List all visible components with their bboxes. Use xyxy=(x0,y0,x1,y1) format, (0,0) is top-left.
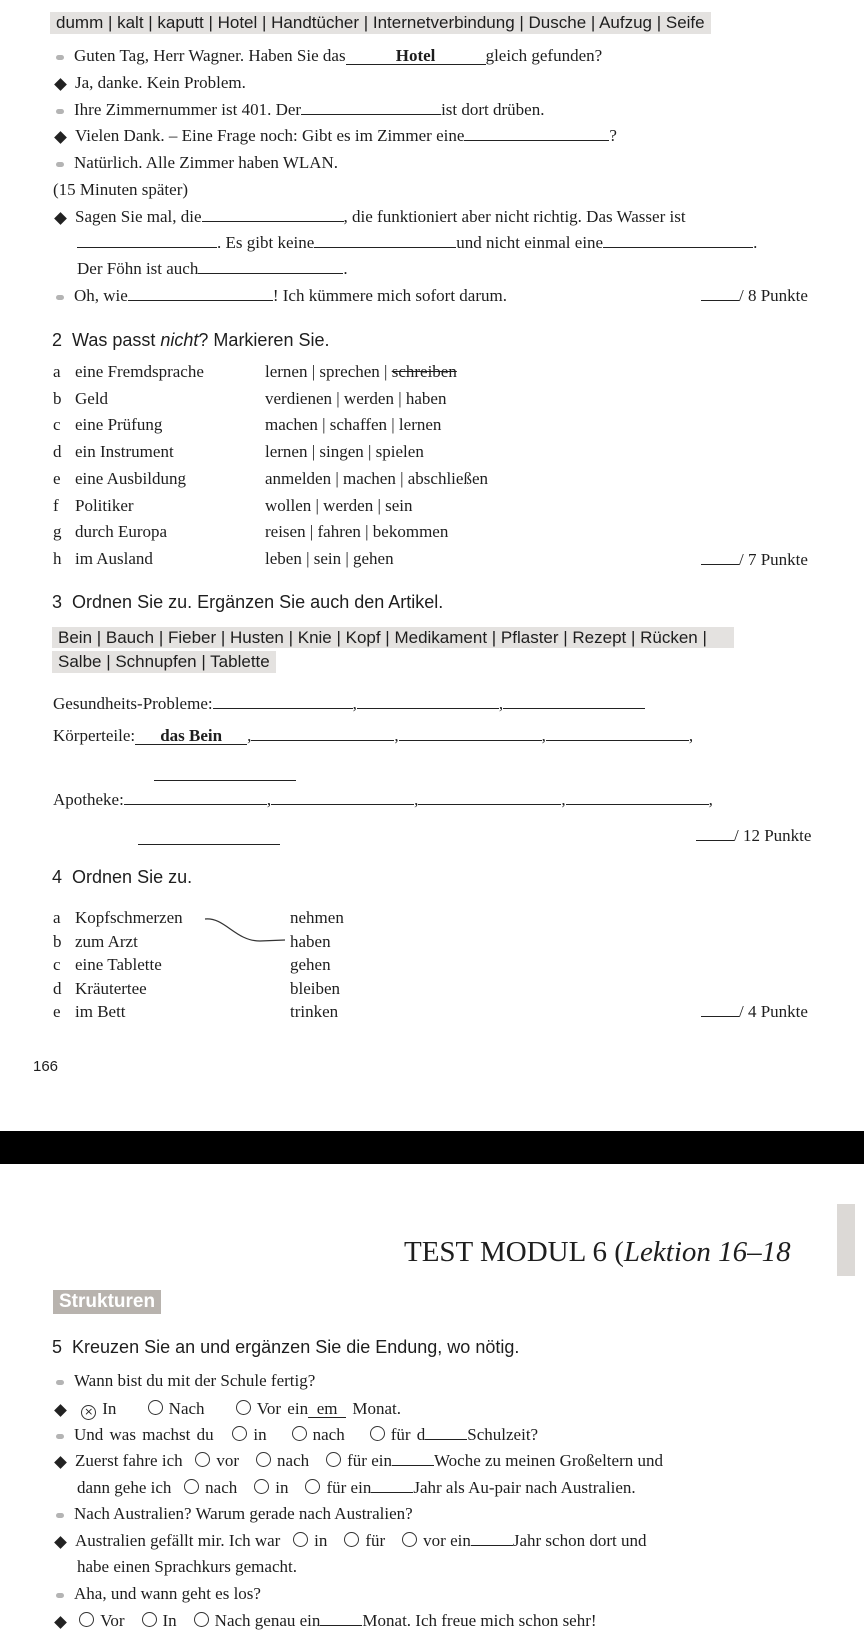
score-blank[interactable] xyxy=(696,826,734,841)
test-title: TEST MODUL 6 (Lektion 16–18 xyxy=(404,1236,791,1268)
answer-blank[interactable] xyxy=(392,1451,434,1466)
row-verbs[interactable]: anmelden | machen | abschließen xyxy=(265,468,488,488)
category-line: Apotheke: , , , , xyxy=(53,790,713,809)
row-letter: d xyxy=(53,442,62,462)
match-left[interactable]: Kräutertee xyxy=(75,978,147,998)
diamond-bullet-icon xyxy=(54,131,67,144)
struck-verb: schreiben xyxy=(391,362,457,381)
word-box: dumm | kalt | kaputt | Hotel | Handtücher | Internetverbindung | Dusche | Aufzug | Seife xyxy=(50,12,711,34)
dialog-line: Der Föhn ist auch . xyxy=(77,259,348,278)
page-separator xyxy=(0,1131,864,1164)
category-line: Körperteile: das Bein , , , , xyxy=(53,726,694,745)
dialog-line: Zuerst fahre ich vor nach für ein Woche zu meinen Großeltern und xyxy=(56,1451,663,1471)
dash-bullet-icon xyxy=(56,1434,64,1439)
dialog-line: × In Nach Vor ein em Monat. xyxy=(56,1399,401,1420)
dialog-line: Sagen Sie mal, die , die funktioniert aber nicht richtig. Das Wasser ist xyxy=(56,207,686,227)
answer-blank[interactable] xyxy=(546,726,689,741)
answer-blank[interactable] xyxy=(425,1425,467,1440)
radio-option[interactable] xyxy=(254,1479,269,1494)
word-box: Salbe | Schnupfen | Tablette xyxy=(52,651,276,673)
answer-blank[interactable] xyxy=(320,1611,362,1626)
exercise-2-row xyxy=(53,496,413,516)
dialog-line: Australien gefällt mir. Ich war in für vor ein Jahr schon dort und xyxy=(56,1531,646,1551)
row-verbs[interactable]: leben | sein | gehen xyxy=(265,548,394,568)
row-verbs[interactable]: lernen | singen | spielen xyxy=(265,442,424,462)
match-right[interactable]: gehen xyxy=(290,955,331,974)
page-number: 166 xyxy=(33,1058,59,1075)
answer-blank[interactable] xyxy=(399,726,542,741)
radio-option[interactable] xyxy=(148,1400,163,1415)
exercise-2-row xyxy=(53,442,424,462)
row-noun: Politiker xyxy=(75,495,134,515)
exercise-2-row xyxy=(53,549,394,569)
exercise-3-title: 3 Ordnen Sie zu. Ergänzen Sie auch den Artikel. xyxy=(52,592,444,612)
time-note: (15 Minuten später) xyxy=(53,180,189,199)
score-blank[interactable] xyxy=(701,1002,739,1017)
radio-option[interactable] xyxy=(79,1612,94,1627)
dialog-line: Wann bist du mit der Schule fertig? xyxy=(56,1371,315,1391)
answer-blank[interactable] xyxy=(418,790,561,805)
row-letter: d xyxy=(53,978,62,998)
matching-row xyxy=(53,955,331,975)
dialog-line: Guten Tag, Herr Wagner. Haben Sie das Hotel gleich gefunden? xyxy=(56,46,602,66)
dialog-line: Vor In Nach genau ein Monat. Ich freue mich schon sehr! xyxy=(56,1611,597,1631)
row-verbs[interactable]: lernen | sprechen | xyxy=(265,362,392,381)
answer-blank[interactable]: em xyxy=(308,1401,346,1418)
exercise-4-title: 4 Ordnen Sie zu. xyxy=(52,867,193,887)
dash-bullet-icon xyxy=(56,295,64,300)
answer-blank[interactable]: das Bein xyxy=(135,728,247,745)
row-letter: e xyxy=(53,1002,61,1021)
exercise-2-title: 2 Was passt nicht? Markieren Sie. xyxy=(52,330,330,350)
answer-blank[interactable] xyxy=(124,790,267,805)
answer-blank[interactable] xyxy=(566,790,709,805)
radio-option[interactable] xyxy=(326,1452,341,1467)
answer-blank[interactable] xyxy=(77,233,217,248)
dialog-line: Natürlich. Alle Zimmer haben WLAN. xyxy=(56,153,338,173)
word-box: Bein | Bauch | Fieber | Husten | Knie | Kopf | Medikament | Pflaster | Rezept | Rücken | xyxy=(52,627,734,648)
match-left[interactable]: im Bett xyxy=(75,1002,126,1021)
row-letter: a xyxy=(53,362,61,381)
match-left[interactable]: Kopfschmerzen xyxy=(75,908,183,927)
row-letter: c xyxy=(53,955,61,974)
answer-blank[interactable] xyxy=(314,233,456,248)
dash-bullet-icon xyxy=(56,162,64,167)
answer-blank[interactable] xyxy=(471,1531,513,1546)
answer-blank[interactable] xyxy=(503,694,645,709)
dialog-line: habe einen Sprachkurs gemacht. xyxy=(77,1557,297,1576)
diamond-bullet-icon xyxy=(54,78,67,91)
matching-row xyxy=(53,1002,338,1022)
exercise-5-title: 5 Kreuzen Sie an und ergänzen Sie die Endung, wo nötig. xyxy=(52,1337,520,1357)
row-noun: ein Instrument xyxy=(75,442,174,462)
dialog-line: Aha, und wann geht es los? xyxy=(56,1584,261,1604)
row-noun: durch Europa xyxy=(75,522,168,542)
answer-blank[interactable] xyxy=(251,726,394,741)
row-verbs[interactable]: verdienen | werden | haben xyxy=(265,388,447,408)
dash-bullet-icon xyxy=(56,1593,64,1598)
radio-option[interactable] xyxy=(293,1532,308,1547)
row-letter: c xyxy=(53,415,61,435)
radio-option[interactable] xyxy=(195,1452,210,1467)
radio-option[interactable] xyxy=(305,1479,320,1494)
match-right[interactable]: bleiben xyxy=(290,978,341,998)
row-noun: eine Prüfung xyxy=(75,415,163,435)
score-blank[interactable] xyxy=(701,286,739,301)
diamond-bullet-icon xyxy=(54,1616,67,1629)
checked-radio[interactable]: × xyxy=(81,1405,96,1420)
diamond-bullet-icon xyxy=(54,1404,67,1417)
dash-bullet-icon xyxy=(56,109,64,114)
answer-blank[interactable] xyxy=(154,780,296,781)
dialog-line: Ihre Zimmernummer ist 401. Der ist dort drüben. xyxy=(56,100,544,120)
row-letter: e xyxy=(53,468,61,488)
diamond-bullet-icon xyxy=(54,1536,67,1549)
dialog-line: Ja, danke. Kein Problem. xyxy=(56,73,246,93)
radio-option[interactable] xyxy=(344,1532,359,1547)
score: / 12 Punkte xyxy=(696,826,811,846)
dialog-line: . Es gibt keine und nicht einmal eine . xyxy=(77,233,757,253)
radio-option[interactable] xyxy=(292,1426,307,1441)
exercise-2-row xyxy=(53,362,457,382)
radio-option[interactable] xyxy=(370,1426,385,1441)
answer-blank[interactable] xyxy=(198,259,343,274)
match-left[interactable]: eine Tablette xyxy=(75,955,162,974)
row-verbs[interactable]: wollen | werden | sein xyxy=(265,495,413,515)
dialog-line: Vielen Dank. – Eine Frage noch: Gibt es im Zimmer eine ? xyxy=(56,126,617,146)
row-letter: b xyxy=(53,388,62,408)
row-letter: b xyxy=(53,931,62,951)
row-noun: eine Ausbildung xyxy=(75,468,186,488)
answer-blank[interactable] xyxy=(128,286,273,301)
answer-blank[interactable] xyxy=(271,790,414,805)
row-noun: Geld xyxy=(75,388,109,408)
diamond-bullet-icon xyxy=(54,1456,67,1469)
row-letter: a xyxy=(53,908,61,927)
match-right[interactable]: trinken xyxy=(290,1002,339,1021)
dash-bullet-icon xyxy=(56,1513,64,1518)
dash-bullet-icon xyxy=(56,1380,64,1385)
exercise-2-row xyxy=(53,389,446,409)
radio-option[interactable] xyxy=(232,1426,247,1441)
score: / 8 Punkte xyxy=(701,286,808,306)
score-blank[interactable] xyxy=(701,550,739,565)
row-noun: eine Fremdsprache xyxy=(75,362,204,381)
answer-blank[interactable] xyxy=(464,126,609,141)
match-right[interactable]: haben xyxy=(290,931,331,951)
answer-blank[interactable] xyxy=(357,694,499,709)
score: / 4 Punkte xyxy=(701,1002,808,1022)
answer-blank[interactable] xyxy=(213,694,353,709)
exercise-2-row xyxy=(53,469,488,489)
dialog-line: Und was machst du in nach für d Schulzeit? xyxy=(56,1425,538,1445)
row-letter: f xyxy=(53,495,59,515)
row-letter: h xyxy=(53,548,62,568)
row-verbs[interactable]: reisen | fahren | bekommen xyxy=(265,522,449,542)
matching-line xyxy=(200,915,290,945)
category-line: Gesundheits-Probleme: , , xyxy=(53,694,645,714)
dialog-line: dann gehe ich nach in für ein Jahr als Au-pair nach Australien. xyxy=(77,1478,636,1497)
exercise-2-row xyxy=(53,522,448,542)
match-left[interactable]: zum Arzt xyxy=(75,931,138,951)
answer-blank[interactable] xyxy=(138,844,280,845)
radio-option[interactable] xyxy=(236,1400,251,1415)
row-noun: im Ausland xyxy=(75,548,153,568)
matching-row xyxy=(53,908,344,928)
margin-tab xyxy=(837,1204,855,1276)
dialog-line: Nach Australien? Warum gerade nach Australien? xyxy=(56,1504,413,1524)
radio-option[interactable] xyxy=(142,1612,157,1627)
radio-option[interactable] xyxy=(194,1612,209,1627)
exercise-2-row xyxy=(53,415,441,435)
answer-blank[interactable]: Hotel xyxy=(346,48,486,65)
radio-option[interactable] xyxy=(402,1532,417,1547)
match-right[interactable]: nehmen xyxy=(290,908,344,927)
radio-option[interactable] xyxy=(184,1479,199,1494)
answer-blank[interactable] xyxy=(202,207,344,222)
matching-row xyxy=(53,979,340,999)
answer-blank[interactable] xyxy=(603,233,753,248)
dash-bullet-icon xyxy=(56,55,64,60)
answer-blank[interactable] xyxy=(371,1478,413,1493)
row-letter: g xyxy=(53,522,62,542)
section-label: Strukturen xyxy=(53,1290,161,1314)
row-verbs[interactable]: machen | schaffen | lernen xyxy=(265,415,442,435)
score: / 7 Punkte xyxy=(701,550,808,570)
radio-option[interactable] xyxy=(256,1452,271,1467)
answer-blank[interactable] xyxy=(301,100,441,115)
diamond-bullet-icon xyxy=(54,212,67,225)
dialog-line: Oh, wie ! Ich kümmere mich sofort darum. xyxy=(56,286,507,306)
